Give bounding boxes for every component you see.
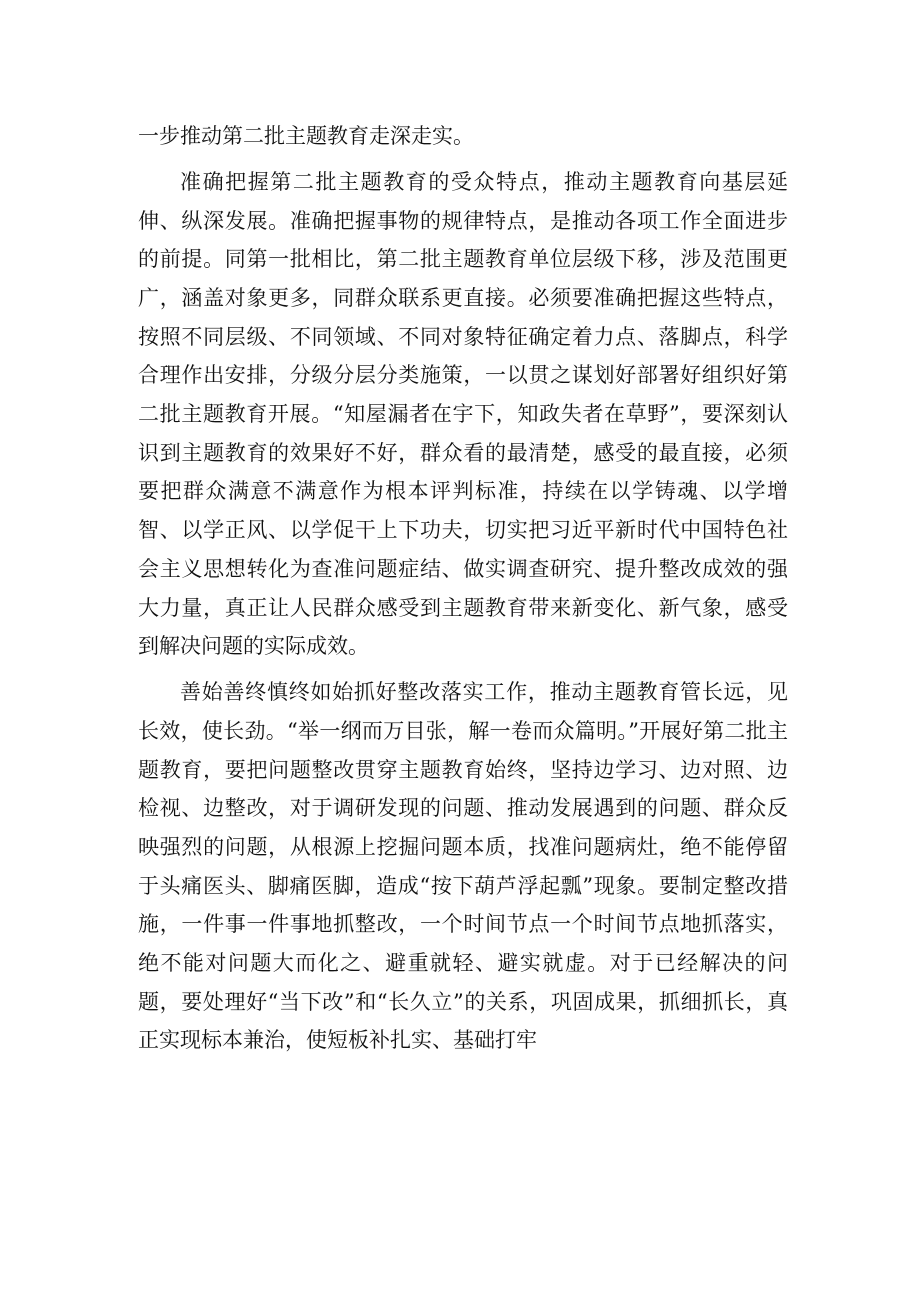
paragraph-continuation: 一步推动第二批主题教育走深走实。 xyxy=(138,124,474,148)
paragraph-audience-characteristics: 准确把握第二批主题教育的受众特点，推动主题教育向基层延伸、纵深发展。准确把握事物的规律特点，是推动各项工作全面进步的前提。同第一批相比，第二批主题教育单位层级下移，涉及范围更广，涵盖对象更多，同群众联系更直接。必须要准确把握这些特点，按照不同层级、不同领域、不同对象特征确定着力点、落脚点，科学合理作出安排，分级分层分类施策，一以贯之谋划好部署好组织好第二批主题教育开展。“知屋漏者在宇下，知政失者在草野”，要深刻认识到主题教育的效果好不好，群众看的最清楚，感受的最直接，必须要把群众满意不满意作为根本评判标准，持续在以学铸魂、以学增智、以学正风、以学促干上下功夫，切实把习近平新时代中国特色社会主义思想转化为查准问题症结、做实调查研究、提升整改成效的强大力量，真正让人民群众感受到主题教育带来新变化、新气象，感受到解决问题的实际成效。 xyxy=(138,169,788,659)
document-body xyxy=(138,117,788,1067)
paragraph-rectification-implementation: 善始善终慎终如始抓好整改落实工作，推动主题教育管长远，见长效，使长劲。“举一纲而万目张，解一卷而众篇明。”开展好第二批主题教育，要把问题整改贯穿主题教育始终，坚持边学习、边对照、边检视、边整改，对于调研发现的问题、推动发展遇到的问题、群众反映强烈的问题，从根源上挖掘问题本质，找准问题病灶，绝不能停留于头痛医头、脚痛医脚，造成“按下葫芦浮起瓢”现象。要制定整改措施，一件事一件事地抓整改，一个时间节点一个时间节点地抓落实，绝不能对问题大而化之、避重就轻、避实就虚。对于已经解决的问题，要处理好“当下改”和“长久立”的关系，巩固成果，抓细抓长，真正实现标本兼治，使短板补扎实、基础打牢 xyxy=(138,680,788,1053)
